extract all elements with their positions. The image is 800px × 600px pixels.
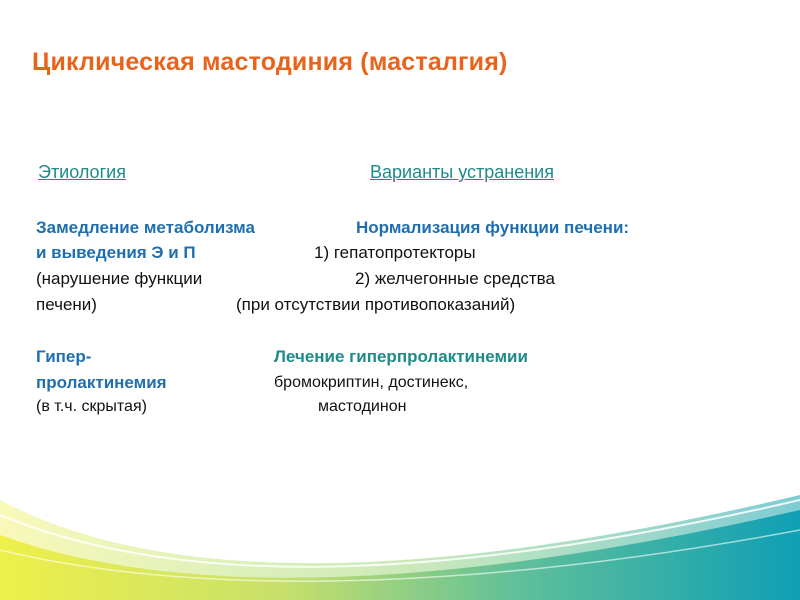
slide-title: Циклическая мастодиния (масталгия) — [32, 48, 508, 76]
cause-hyperprolactinemia-line2: пролактинемия — [36, 373, 167, 392]
treatment-choleretics: 2) желчегонные средства — [355, 269, 555, 288]
treatment-hyperprolactinemia-heading: Лечение гиперпролактинемии — [274, 347, 528, 366]
treatment-contraindications-note: (при отсутствии противопоказаний) — [236, 295, 516, 314]
cause-hyperprolactinemia-line1: Гипер- — [36, 347, 92, 366]
cause-metabolism-line1: Замедление метаболизма — [36, 218, 255, 237]
cause-liver-dysfunction-line2: печени) — [36, 295, 97, 314]
treatment-liver-heading: Нормализация функции печени: — [356, 218, 630, 237]
treatment-drugs-line2: мастодинон — [318, 398, 407, 415]
cause-liver-dysfunction-line1: (нарушение функции — [36, 269, 203, 288]
treatment-hepatoprotectors: 1) гепатопротекторы — [314, 243, 476, 262]
cause-metabolism-line2: и выведения Э и П — [36, 243, 196, 262]
options-header: Варианты устранения — [370, 162, 554, 182]
cause-hyperprolactinemia-latent: (в т.ч. скрытая) — [36, 398, 147, 415]
etiology-header: Этиология — [38, 162, 126, 182]
decorative-wave — [0, 470, 800, 600]
treatment-drugs-line1: бромокриптин, достинекс, — [274, 374, 469, 391]
